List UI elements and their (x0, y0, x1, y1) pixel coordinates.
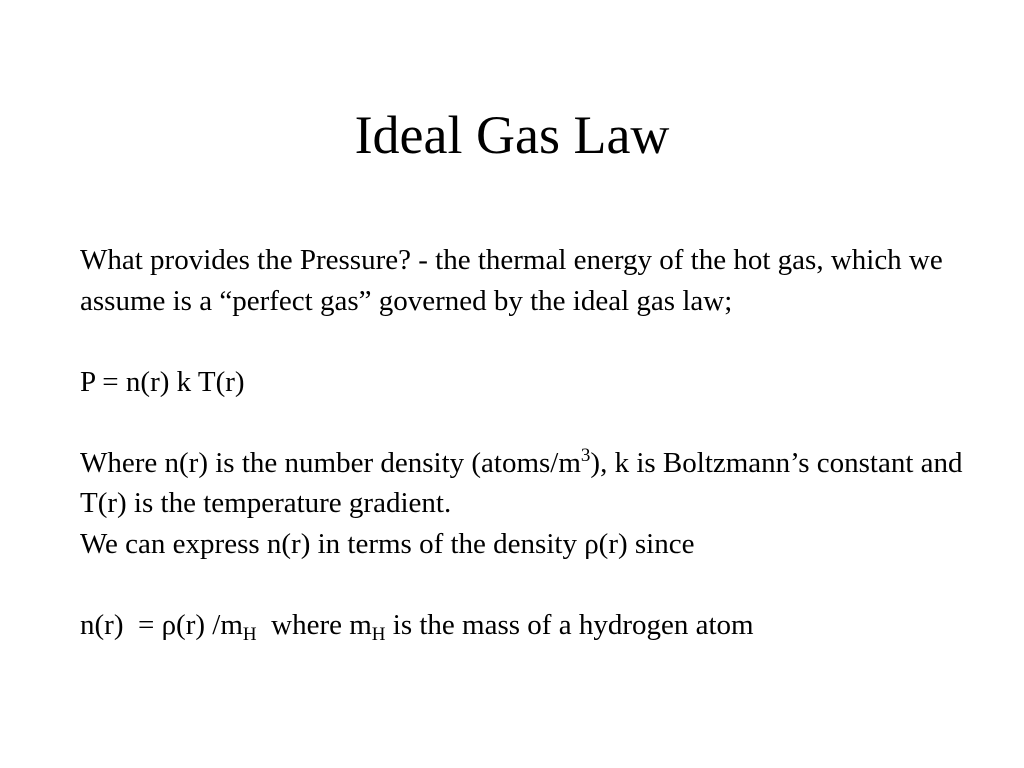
pressure-paragraph: What provides the Pressure? - the thermal energy of the hot gas, which we assume is a “perfect gas” governed by the ideal gas law; (80, 244, 943, 317)
density-paragraph: We can express n(r) in terms of the density ρ(r) since (80, 527, 695, 560)
number-density-equation (80, 605, 970, 646)
hydrogen-subscript: H (371, 623, 386, 645)
hydrogen-subscript: H (242, 623, 257, 645)
equation-text-b: where m (256, 608, 372, 641)
slide-title: Ideal Gas Law (354, 105, 670, 165)
ideal-gas-equation: P = n(r) k T(r) (80, 365, 245, 398)
equation-text-c: is the mass of a hydrogen atom (385, 608, 754, 641)
spacer (80, 564, 970, 605)
number-density-text-a: Where n(r) is the number density (atoms/m (80, 446, 581, 479)
equation-text-a: n(r) = ρ(r) /m (80, 608, 243, 641)
cubed-superscript: 3 (580, 444, 591, 466)
spacer (80, 321, 970, 362)
number-density-text-b: ), k is Boltzmann’s constant and T(r) is the temperature gradient. (80, 446, 963, 519)
slide-body (80, 240, 970, 645)
spacer (80, 402, 970, 443)
number-density-paragraph (80, 443, 970, 524)
